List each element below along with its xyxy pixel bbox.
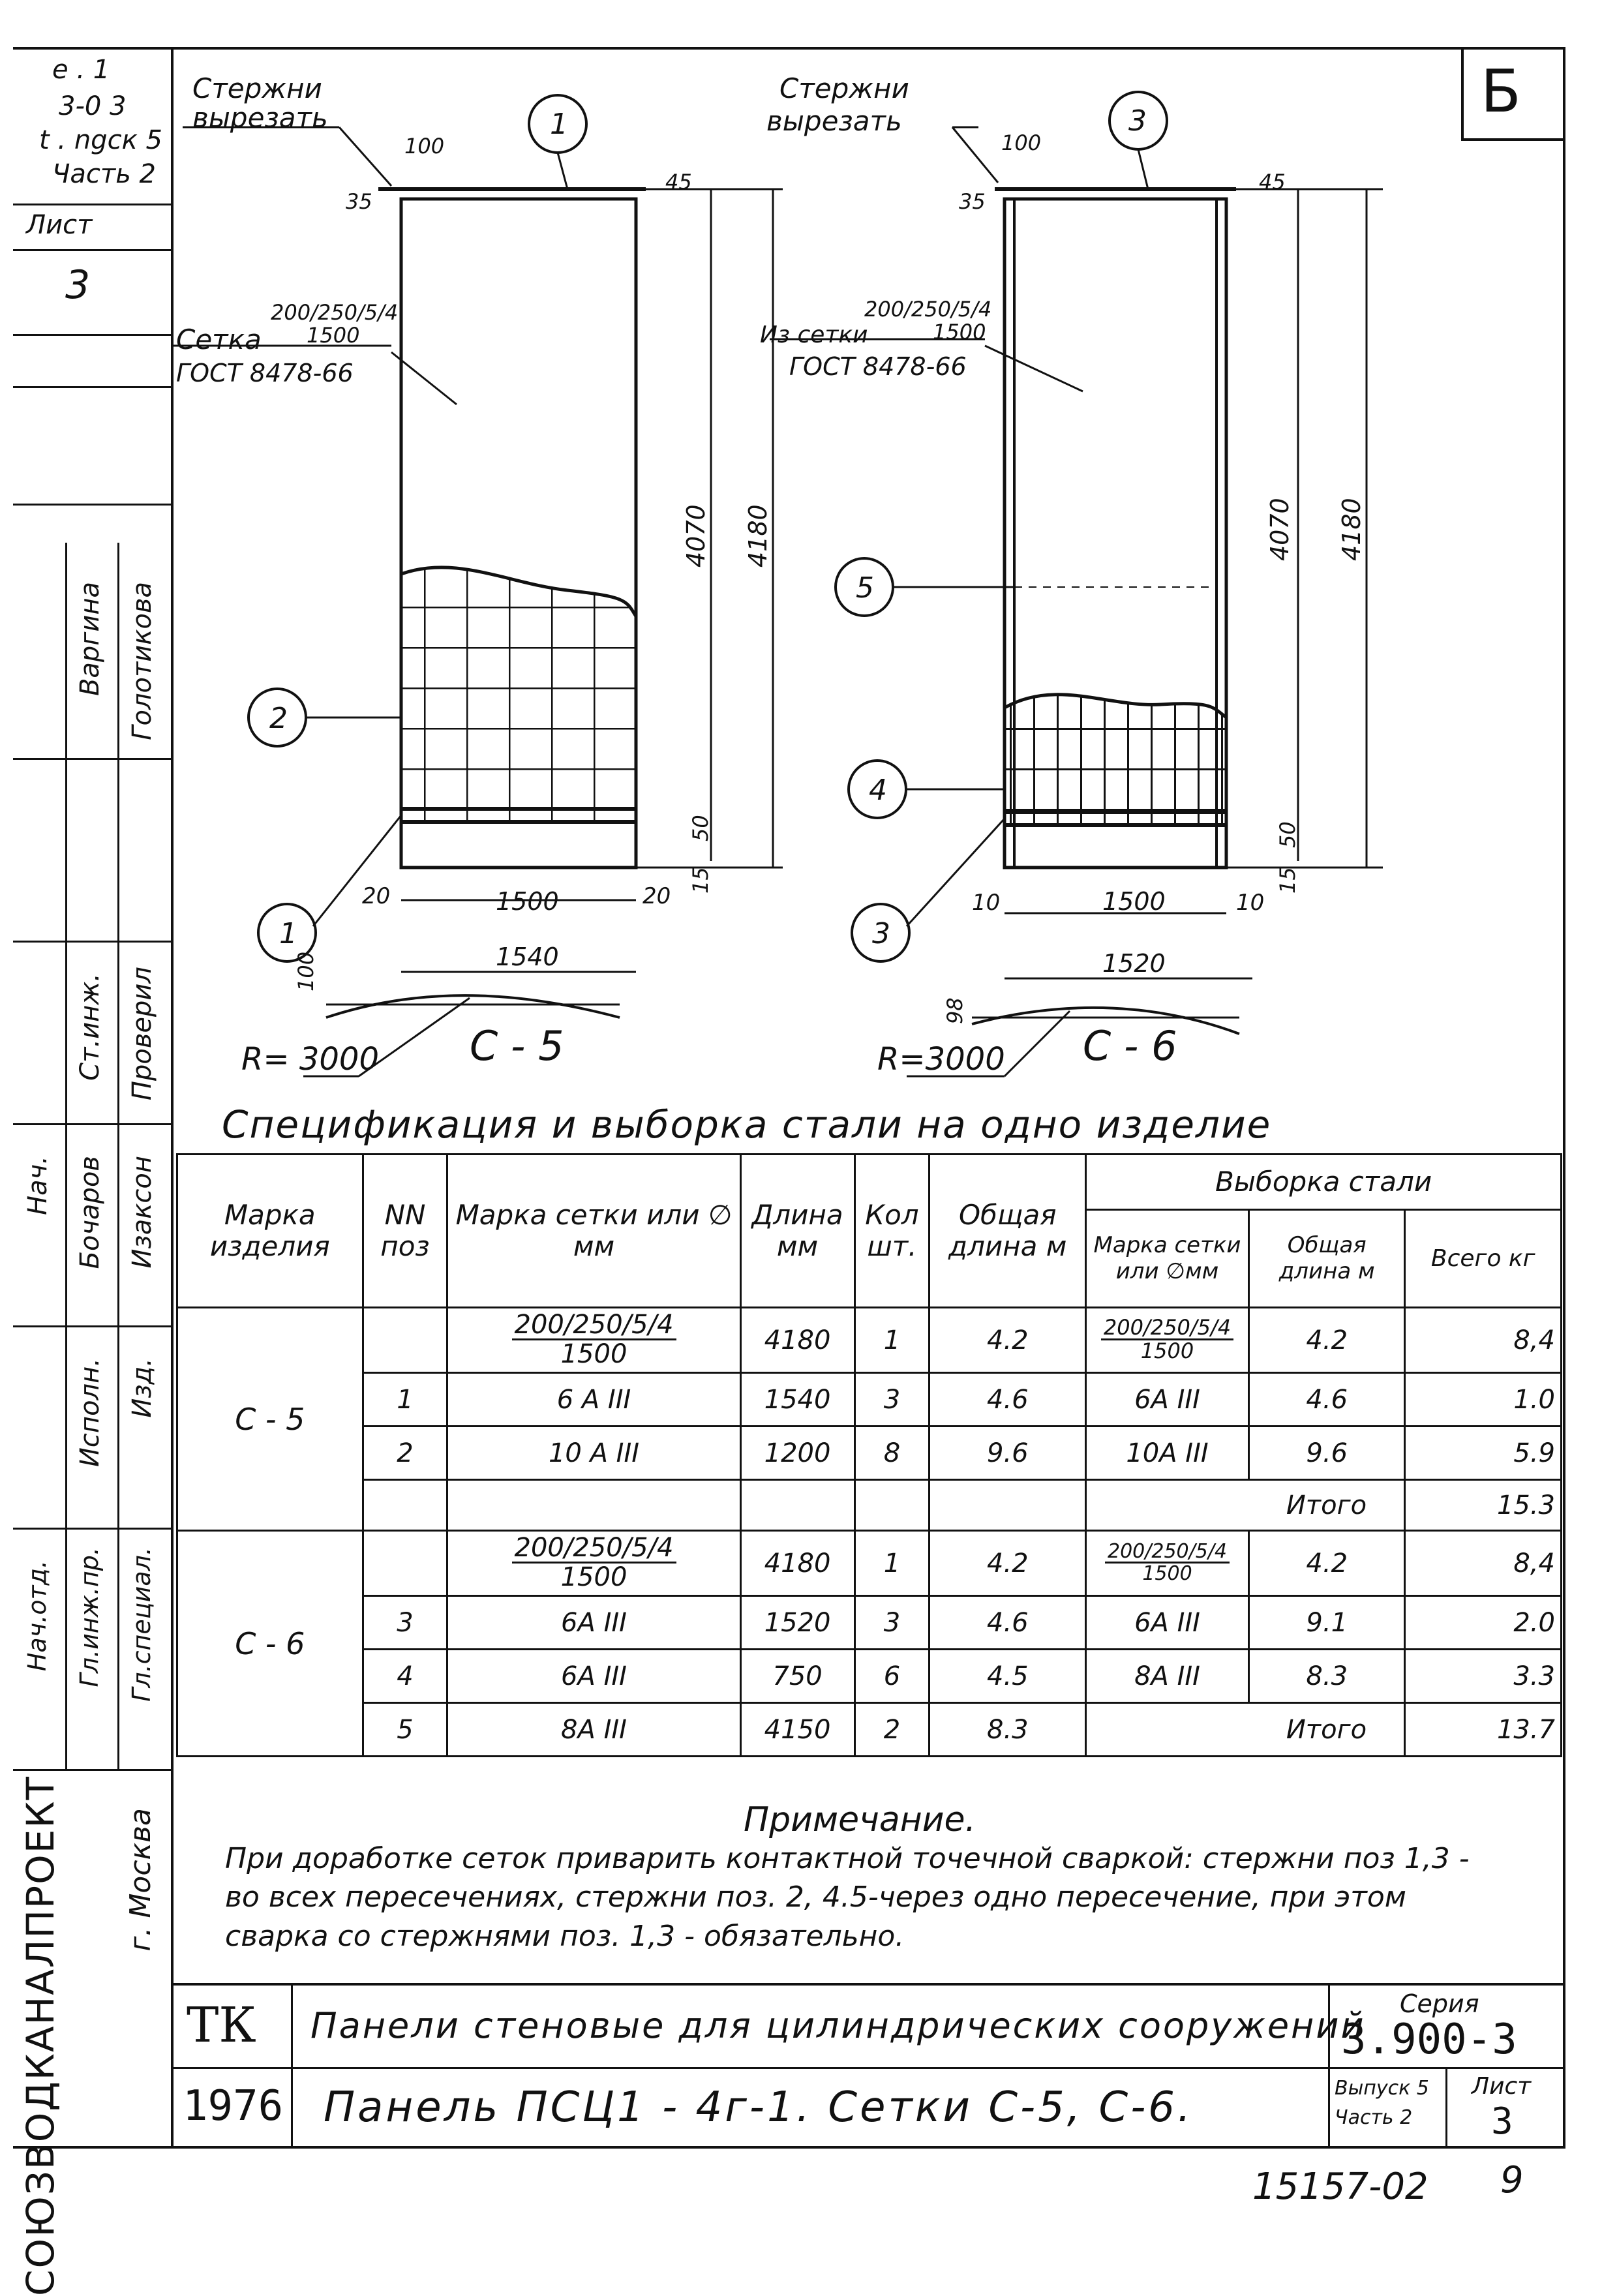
stamp-list-label: Лист (1472, 2073, 1532, 2100)
drawing-c6 (760, 72, 1383, 1078)
c5-mesh-bottom: 1500 (307, 323, 360, 348)
cell-kg: 8,4 (1405, 1531, 1562, 1596)
stamp-chast: Часть 2 (1335, 2106, 1413, 2129)
org-name: СОЮЗВОДКАНАЛПРОЕКТ (18, 1775, 63, 2296)
c6-mesh-label: Из сетки (760, 322, 868, 348)
corner-line-2: 3-0 3 (59, 91, 127, 121)
c6-rods-label: Стержни (779, 72, 909, 104)
c6-mesh-top: 200/250/5/4 (864, 297, 992, 322)
stamp-tk: ТК (187, 1997, 256, 2053)
cell-qty: 3 (854, 1596, 929, 1650)
cell-tlen (929, 1480, 1086, 1531)
role-golotikova: Голотикова (127, 582, 157, 740)
spec-table (176, 1153, 1562, 1757)
c6-dim-4180: 4180 (1337, 498, 1366, 561)
c6-pos-upper: 5 (856, 571, 874, 605)
cell-smark: $\frac{200/250/5/4}{1500}$ (1086, 1308, 1249, 1373)
c6-mesh-bottom: 1500 (933, 320, 986, 344)
title-block (174, 1983, 1563, 2149)
c6-rods-label-2: вырезать (766, 105, 902, 137)
c5-radius: R= 3000 (241, 1041, 379, 1078)
corner-line-3: t . ngcк 5 (39, 125, 162, 155)
c6-dim-4070: 4070 (1265, 498, 1294, 561)
cell-qty (854, 1480, 929, 1531)
c6-dim-1520: 1520 (1102, 949, 1166, 978)
c5-title: С - 5 (470, 1022, 564, 1070)
role-st-inzh: Ст.инж. (75, 973, 105, 1081)
table-row (177, 1703, 1562, 1757)
c6-dim-10-left: 10 (972, 890, 1001, 916)
cell-kg: 2.0 (1405, 1596, 1562, 1650)
c5-dim-100-arc: 100 (294, 951, 318, 991)
c6-dim-100: 100 (1001, 130, 1042, 155)
cell-qty: 8 (854, 1427, 929, 1480)
c5-pos-top: 1 (550, 108, 568, 141)
c5-dim-45: 45 (665, 170, 692, 194)
spec-title: Спецификация и выборка стали на одно изделие (222, 1102, 1272, 1147)
cell-len: 4180 (740, 1308, 854, 1373)
c6-title: С - 6 (1083, 1022, 1177, 1070)
cell-mesh: 6А III (447, 1596, 740, 1650)
cell-slen: 9.1 (1248, 1596, 1405, 1650)
table-row (177, 1373, 1562, 1427)
role-gl-spec: Гл.специал. (127, 1547, 156, 1702)
cell-smark: $\frac{200/250/5/4}{1500}$ (1086, 1531, 1249, 1596)
cell-kg: 1.0 (1405, 1373, 1562, 1427)
cell-pos (363, 1308, 447, 1373)
cell-mesh: 8А III (447, 1703, 740, 1757)
note-text: При доработке сеток приварить контактной точечной сваркой: стержни поз 1,3 - во всех пересечениях, стержни поз. 2, 4.5-через одно пересечение, при этом сварка со стержнями поз. 1,3 - обязательно. (225, 1842, 1470, 1953)
cell-slen: 4.2 (1248, 1308, 1405, 1373)
cell-tlen: 9.6 (929, 1427, 1086, 1480)
drawings (0, 0, 1602, 1122)
cell-len: 1200 (740, 1427, 854, 1480)
cell-qty: 3 (854, 1373, 929, 1427)
cell-len: 1540 (740, 1373, 854, 1427)
table-row (177, 1596, 1562, 1650)
cell-mesh: 10 А III (447, 1427, 740, 1480)
cell-tlen: 4.6 (929, 1373, 1086, 1427)
hdr-sel-len: Общая длина м (1248, 1210, 1405, 1308)
role-proveril: Проверил (127, 967, 157, 1101)
sheet-letter: Б (1481, 57, 1521, 126)
cell-pos: 1 (363, 1373, 447, 1427)
c6-gost: ГОСТ 8478-66 (789, 352, 967, 381)
table-row (177, 1531, 1562, 1596)
c5-rods-label-2: вырезать (192, 102, 328, 134)
cell-slen: 9.6 (1248, 1427, 1405, 1480)
strip-sheet-number: 3 (65, 262, 91, 308)
cell-pos (363, 1531, 447, 1596)
cell-slen: 4.6 (1248, 1373, 1405, 1427)
cell-len: 4150 (740, 1703, 854, 1757)
role-nach-otd: Нач.отд. (23, 1560, 52, 1672)
c6-dim-1500: 1500 (1102, 887, 1166, 916)
cell-mark: С - 6 (177, 1531, 363, 1757)
stamp-series: 3.900-3 (1341, 2016, 1517, 2064)
c5-dim-15: 15 (688, 867, 713, 894)
c5-dim-35: 35 (346, 189, 372, 214)
hdr-total-len: Общая длина м (929, 1155, 1086, 1308)
c5-gost: ГОСТ 8478-66 (176, 359, 354, 387)
role-nach: Нач. (23, 1156, 53, 1215)
corner-line-1: e . 1 (52, 55, 110, 85)
cell-pos: 2 (363, 1427, 447, 1480)
hdr-sel-mark: Марка сетки или ∅мм (1086, 1210, 1249, 1308)
drawing-c5 (173, 72, 783, 1078)
cell-len: 750 (740, 1650, 854, 1703)
cell-kg-total: 15.3 (1405, 1480, 1562, 1531)
cell-kg-total: 13.7 (1405, 1703, 1562, 1757)
cell-len (740, 1480, 854, 1531)
strip-line (13, 1769, 171, 1771)
c6-dim-10-right: 10 (1236, 890, 1265, 916)
c6-pos-bottom: 3 (872, 917, 890, 950)
c6-dim-15: 15 (1275, 867, 1300, 894)
c5-dim-1500: 1500 (496, 887, 559, 916)
c6-dim-98: 98 (943, 997, 967, 1024)
cell-len: 1520 (740, 1596, 854, 1650)
role-gl-inzh: Гл.инж.пр. (75, 1547, 104, 1687)
cell-smark: 10А III (1086, 1427, 1249, 1480)
role-varгина: Варгина (75, 582, 105, 697)
cell-slen: 4.2 (1248, 1531, 1405, 1596)
hdr-length: Длина мм (740, 1155, 854, 1308)
role-izd: Изд. (127, 1358, 157, 1418)
hdr-mesh: Марка сетки или ∅ мм (447, 1155, 740, 1308)
stamp-subtitle: Панель ПСЦ1 - 4г-1. Сетки С-5, С-6. (324, 2083, 1194, 2132)
cell-pos: 3 (363, 1596, 447, 1650)
corner-line-4: Часть 2 (52, 159, 156, 189)
cell-mesh (447, 1480, 740, 1531)
stamp-list: 3 (1491, 2100, 1513, 2143)
c5-pos-mid: 2 (269, 702, 288, 735)
strip-sheet-label: Лист (26, 210, 93, 240)
stamp-vypusk: Выпуск 5 (1335, 2077, 1429, 2100)
c5-mesh-top: 200/250/5/4 (271, 300, 399, 325)
strip-line (13, 1123, 171, 1125)
cell-tlen: 4.2 (929, 1308, 1086, 1373)
cell-smark: 8А III (1086, 1650, 1249, 1703)
role-izakson: Изаксон (127, 1156, 157, 1269)
cell-tlen: 4.6 (929, 1596, 1086, 1650)
hdr-mark: Марка изделия (177, 1155, 363, 1308)
c5-dim-4070: 4070 (682, 504, 710, 567)
strip-line (13, 1528, 171, 1530)
cell-qty: 1 (854, 1531, 929, 1596)
stamp-series-label: Серия (1400, 1989, 1479, 2018)
hdr-selection: Выборка стали (1086, 1155, 1562, 1210)
cell-smark (1086, 1480, 1249, 1531)
cell-kg: 8,4 (1405, 1308, 1562, 1373)
cell-mesh: 6 А III (447, 1373, 740, 1427)
cell-pos: 4 (363, 1650, 447, 1703)
c5-dim-1540: 1540 (496, 943, 559, 971)
cell-kg: 3.3 (1405, 1650, 1562, 1703)
c5-dim-50: 50 (688, 815, 713, 841)
c5-dim-20-right: 20 (642, 883, 671, 909)
cell-qty: 2 (854, 1703, 929, 1757)
hdr-pos: NN поз (363, 1155, 447, 1308)
c6-dim-45: 45 (1259, 170, 1286, 194)
role-bocharov: Бочаров (75, 1156, 105, 1269)
c6-dim-50: 50 (1275, 821, 1300, 848)
org-city: г. Москва (124, 1808, 157, 1952)
stamp-year: 1976 (183, 2082, 284, 2130)
hdr-qty: Кол шт. (854, 1155, 929, 1308)
note-title: Примечание. (744, 1800, 976, 1839)
c6-dim-35: 35 (959, 189, 986, 214)
cell-pos: 5 (363, 1703, 447, 1757)
cell-tlen: 4.2 (929, 1531, 1086, 1596)
c5-rods-label: Стержни (192, 72, 322, 104)
c5-pos-bottom: 1 (279, 917, 297, 950)
c6-pos-mid: 4 (869, 774, 887, 807)
cell-slen-total: Итого (1248, 1480, 1405, 1531)
cell-qty: 6 (854, 1650, 929, 1703)
doc-number: 15157-02 (1252, 2166, 1428, 2208)
c5-dim-4180: 4180 (744, 504, 772, 567)
c5-dim-100: 100 (404, 134, 445, 159)
c5-dim-20-left: 20 (362, 883, 391, 909)
hdr-sel-kg: Всего кг (1405, 1210, 1562, 1308)
c5-mesh-label: Сетка (176, 324, 262, 355)
c6-pos-top: 3 (1128, 104, 1147, 138)
cell-smark: 6А III (1086, 1373, 1249, 1427)
stamp-title: Панели стеновые для цилиндрических сооружений (310, 2005, 1366, 2046)
page-corner-number: 9 (1500, 2159, 1524, 2201)
role-ispoln: Исполн. (75, 1358, 105, 1467)
cell-slen-total: Итого (1248, 1703, 1405, 1757)
cell-qty: 1 (854, 1308, 929, 1373)
table-row (177, 1308, 1562, 1373)
cell-tlen: 4.5 (929, 1650, 1086, 1703)
cell-mark: С - 5 (177, 1308, 363, 1531)
cell-tlen: 8.3 (929, 1703, 1086, 1757)
cell-mesh: 6А III (447, 1650, 740, 1703)
c6-radius: R=3000 (877, 1041, 1005, 1078)
table-row (177, 1427, 1562, 1480)
cell-mesh: $\frac{200/250/5/4}{1500}$ (447, 1308, 740, 1373)
table-row (177, 1650, 1562, 1703)
cell-smark: 6А III (1086, 1596, 1249, 1650)
cell-slen: 8.3 (1248, 1650, 1405, 1703)
cell-kg: 5.9 (1405, 1427, 1562, 1480)
cell-len: 4180 (740, 1531, 854, 1596)
table-row (177, 1480, 1562, 1531)
cell-mesh: $\frac{200/250/5/4}{1500}$ (447, 1531, 740, 1596)
strip-line (13, 1325, 171, 1327)
cell-smark (1086, 1703, 1249, 1757)
cell-pos (363, 1480, 447, 1531)
